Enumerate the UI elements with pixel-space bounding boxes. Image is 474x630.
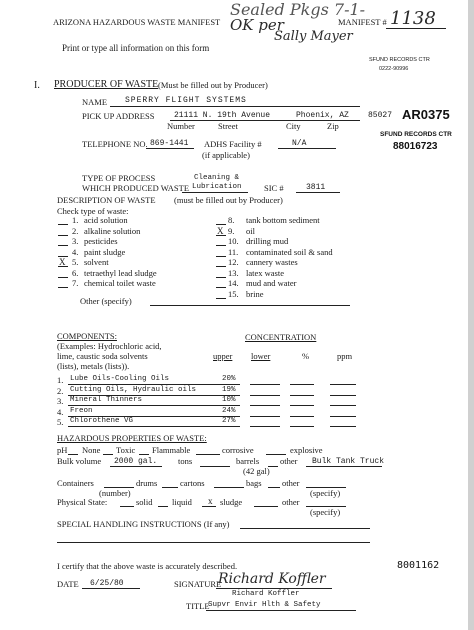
specify2-note: (specify): [310, 507, 341, 517]
address-label: PICK UP ADDRESS: [82, 111, 155, 121]
components-title: COMPONENTS:: [57, 331, 117, 341]
toxic-blank: [139, 454, 149, 455]
component-upper-line: [210, 405, 240, 406]
waste-type-number: 15.: [228, 288, 239, 299]
date-label: DATE: [57, 579, 79, 589]
tons-label: tons: [178, 456, 193, 466]
physical-state-label: Physical State:: [57, 497, 108, 507]
title-label: TITLE: [186, 601, 210, 611]
waste-check-blank: [216, 266, 226, 267]
waste-type-label: alkaline solution: [84, 225, 141, 236]
liquid-mark: x: [208, 496, 213, 506]
manifest-label: MANIFEST #: [338, 17, 387, 27]
other3-label: other: [282, 497, 300, 507]
hazard-explosive: explosive: [290, 445, 323, 455]
waste-type-label: mud and water: [246, 278, 297, 288]
process-line: [182, 192, 248, 193]
waste-type-number: 14.: [228, 278, 239, 288]
scan-edge: [468, 0, 474, 630]
waste-type-number: 11.: [228, 246, 239, 257]
description-label: DESCRIPTION OF WASTE: [57, 195, 156, 205]
component-name: Chlorothene VG: [70, 417, 134, 425]
flammable-blank: [196, 454, 220, 455]
address-sub-number: Number: [167, 121, 195, 131]
waste-check-blank: [58, 235, 68, 236]
component-pct-line: [290, 416, 314, 417]
component-ppm-line: [330, 426, 356, 427]
liquid-blank: [202, 506, 216, 507]
waste-type-number: 5.: [72, 257, 79, 267]
gal-note: (42 gal): [243, 466, 270, 476]
special-line-1: [240, 528, 370, 529]
waste-type-label: chemical toilet waste: [84, 278, 156, 288]
special-handling-label: SPECIAL HANDLING INSTRUCTIONS (If any): [57, 519, 230, 529]
adhs-value: N/A: [292, 139, 307, 148]
waste-type-label: latex waste: [246, 267, 284, 278]
hazard-title: HAZARDOUS PROPERTIES OF WASTE:: [57, 433, 207, 443]
waste-check-mark: X: [217, 225, 224, 236]
process-value-2: Lubrication: [192, 183, 242, 191]
liquid-label: liquid: [172, 497, 192, 507]
waste-type-number: 1.: [72, 215, 79, 225]
date-value: 6/25/80: [90, 579, 124, 588]
form-instruction: Print or type all information on this form: [62, 43, 210, 53]
component-name-line: [68, 405, 212, 406]
tons-line: [200, 466, 230, 467]
sic-value: 3811: [306, 183, 326, 192]
sfund-stamp-right: SFUND RECORDS CTR: [380, 131, 452, 138]
component-pct-line: [290, 384, 314, 385]
address-street-value: 21111 N. 19th Avenue: [174, 111, 271, 120]
address-city-value: Phoenix, AZ: [296, 111, 349, 120]
col-percent: %: [302, 351, 310, 361]
containers-label: Containers: [57, 478, 94, 488]
number-note: (number): [99, 488, 131, 498]
solid-blank: [158, 506, 168, 507]
bulk-volume-label: Bulk volume: [57, 456, 102, 466]
waste-check-blank: [58, 277, 68, 278]
telephone-label: TELEPHONE NO.: [82, 139, 148, 149]
waste-check-blank: [58, 224, 68, 225]
process-label-1: TYPE OF PROCESS: [82, 173, 156, 183]
hazard-flammable: Flammable: [152, 445, 191, 455]
components-example-3: (lists), metals (lists)).: [57, 361, 130, 371]
waste-type-number: 9.: [228, 225, 235, 236]
waste-type-number: 12.: [228, 257, 239, 267]
component-value: 24%: [222, 406, 236, 415]
sludge-blank: [254, 506, 278, 507]
bags-label: bags: [246, 478, 262, 488]
sfund-stamp-code: 0222-90996: [379, 66, 409, 72]
other-line: [306, 466, 382, 467]
date-line: [82, 588, 140, 589]
component-name: Freon: [70, 406, 93, 415]
solid-label: solid: [136, 497, 153, 507]
component-lower-line: [250, 384, 280, 385]
waste-type-label: paint sludge: [84, 246, 126, 257]
adhs-label: ADHS Facility #: [204, 139, 262, 149]
cartons-line: [214, 487, 244, 488]
hazard-ph-label: pH: [57, 445, 68, 455]
component-pct-line: [290, 395, 314, 396]
waste-type-label: cannery wastes: [246, 257, 298, 267]
waste-type-label: solvent: [84, 257, 109, 267]
waste-type-number: 10.: [228, 236, 239, 246]
component-name: Mineral Thinners: [70, 396, 143, 404]
other-waste-line: [150, 305, 350, 306]
bulk-volume-value: 2000 gal.: [114, 457, 158, 466]
component-number: 4.: [57, 406, 64, 417]
component-pct-line: [290, 426, 314, 427]
bags-line: [268, 487, 280, 488]
address-zip-value: 85027: [368, 111, 393, 120]
drums-line: [162, 487, 178, 488]
waste-check-mark: X: [59, 257, 66, 267]
ar-number-stamp: AR0375: [402, 107, 450, 122]
component-value: 20%: [222, 375, 236, 383]
telephone-value: 869-1441: [150, 139, 189, 148]
waste-type-number: 3.: [72, 236, 79, 246]
adhs-sub: (if applicable): [202, 150, 250, 160]
name-label: NAME: [82, 97, 108, 107]
name-value: SPERRY FLIGHT SYSTEMS: [125, 96, 247, 105]
process-value-1: Cleaning &: [194, 174, 240, 182]
address-sub-city: City: [286, 121, 301, 131]
hazard-corrosive: corrosive: [222, 445, 254, 455]
waste-check-blank: [216, 256, 226, 257]
waste-type-label: contaminated soil & sand: [246, 246, 333, 257]
hazard-toxic: Toxic: [116, 445, 136, 455]
corrosive-blank: [266, 454, 286, 455]
waste-type-number: 4.: [72, 246, 79, 257]
component-number: 5.: [57, 417, 64, 427]
components-example-1: (Examples: Hydrochloric acid,: [57, 341, 162, 351]
component-lower-line: [250, 395, 280, 396]
handwritten-top-note: Sealed Pkgs 7-1-: [230, 0, 366, 19]
handwritten-ok: OK per: [230, 16, 284, 34]
component-ppm-line: [330, 405, 356, 406]
component-lower-line: [250, 405, 280, 406]
component-upper-line: [210, 426, 240, 427]
waste-check-blank: [216, 245, 226, 246]
waste-type-number: 6.: [72, 267, 79, 278]
waste-check-blank: [216, 298, 226, 299]
component-name: Lube Oils-Cooling Oils: [70, 375, 170, 383]
sic-line: [296, 192, 340, 193]
component-number: 2.: [57, 385, 64, 396]
address-sub-street: Street: [218, 121, 238, 131]
waste-type-label: tetraethyl lead sludge: [84, 267, 157, 278]
waste-check-blank: [58, 287, 68, 288]
process-label-2: WHICH PRODUCED WASTE: [82, 183, 190, 193]
signature-label: SIGNATURE: [174, 579, 222, 589]
waste-check-blank: [216, 277, 226, 278]
component-lower-line: [250, 426, 280, 427]
description-note: (must be filled out by Producer): [174, 195, 283, 205]
component-ppm-line: [330, 384, 356, 385]
components-example-2: lime, caustic soda solvents: [57, 351, 148, 361]
telephone-line: [146, 148, 194, 149]
component-pct-line: [290, 405, 314, 406]
none-blank: [103, 454, 113, 455]
component-lower-line: [250, 416, 280, 417]
component-number: 1.: [57, 375, 64, 385]
waste-check-blank: [58, 245, 68, 246]
component-name-line: [68, 384, 212, 385]
waste-type-label: acid solution: [84, 215, 128, 225]
handwritten-name: Sally Mayer: [274, 29, 353, 44]
component-ppm-line: [330, 395, 356, 396]
physical-blank: [120, 506, 134, 507]
col-upper: upper: [213, 351, 233, 361]
waste-type-label: oil: [246, 225, 255, 236]
concentration-title: CONCENTRATION: [245, 332, 317, 342]
signature-line: [216, 588, 332, 589]
component-value: 19%: [222, 385, 236, 394]
cartons-label: cartons: [180, 478, 205, 488]
printed-name: Richard Koffler: [232, 590, 300, 598]
col-lower: lower: [251, 351, 271, 361]
manifest-number-line: [386, 28, 446, 29]
waste-type-number: 7.: [72, 278, 79, 288]
section-note: (Must be filled out by Producer): [158, 80, 268, 90]
address-sub-zip: Zip: [327, 121, 339, 131]
waste-type-number: 8.: [228, 215, 235, 225]
signature-handwritten: Richard Koffler: [218, 571, 326, 587]
col-ppm: ppm: [337, 351, 353, 361]
component-name-line: [68, 426, 212, 427]
check-type-label: Check type of waste:: [57, 206, 129, 216]
other-waste-label: Other (specify): [80, 296, 132, 306]
other-value: Bulk Tank Truck: [312, 457, 385, 466]
waste-type-number: 2.: [72, 225, 79, 236]
title-value: Supvr Envir Hlth & Safety: [208, 601, 321, 609]
waste-type-label: pesticides: [84, 236, 118, 246]
other2-label: other: [282, 478, 300, 488]
form-title: ARIZONA HAZARDOUS WASTE MANIFEST: [53, 17, 221, 27]
barrels-label: barrels: [236, 456, 260, 466]
specify-note: (specify): [310, 488, 341, 498]
hazard-none: None: [82, 445, 101, 455]
drums-label: drums: [136, 478, 158, 488]
certify-statement: I certify that the above waste is accurately described.: [57, 561, 238, 571]
waste-type-label: drilling mud: [246, 236, 289, 246]
sludge-label: sludge: [220, 497, 243, 507]
component-name: Cutting Oils, Hydraulic oils: [70, 385, 197, 394]
adhs-line: [278, 148, 336, 149]
name-line: [110, 106, 360, 107]
component-value: 27%: [222, 417, 236, 425]
sfund-id-stamp: 88016723: [393, 141, 438, 152]
component-upper-line: [210, 384, 240, 385]
manifest-number: 1138: [390, 8, 436, 29]
other-label: other: [280, 456, 298, 466]
title-line: [206, 610, 356, 611]
special-line-2: [57, 542, 370, 543]
waste-check-blank: [216, 287, 226, 288]
sic-label: SIC #: [264, 183, 284, 193]
component-number: 3.: [57, 396, 64, 406]
section-title: PRODUCER OF WASTE: [54, 79, 159, 90]
waste-check-blank: [216, 224, 226, 225]
component-ppm-line: [330, 416, 356, 417]
section-number: I.: [34, 80, 40, 91]
doc-number-stamp: 8001162: [397, 560, 440, 571]
waste-type-number: 13.: [228, 267, 239, 278]
ph-blank: [68, 454, 78, 455]
bulk-line: [110, 466, 162, 467]
waste-type-label: brine: [246, 288, 264, 299]
waste-type-label: tank bottom sediment: [246, 215, 320, 225]
component-value: 10%: [222, 396, 236, 404]
sfund-stamp-small: SFUND RECORDS CTR: [369, 57, 430, 63]
